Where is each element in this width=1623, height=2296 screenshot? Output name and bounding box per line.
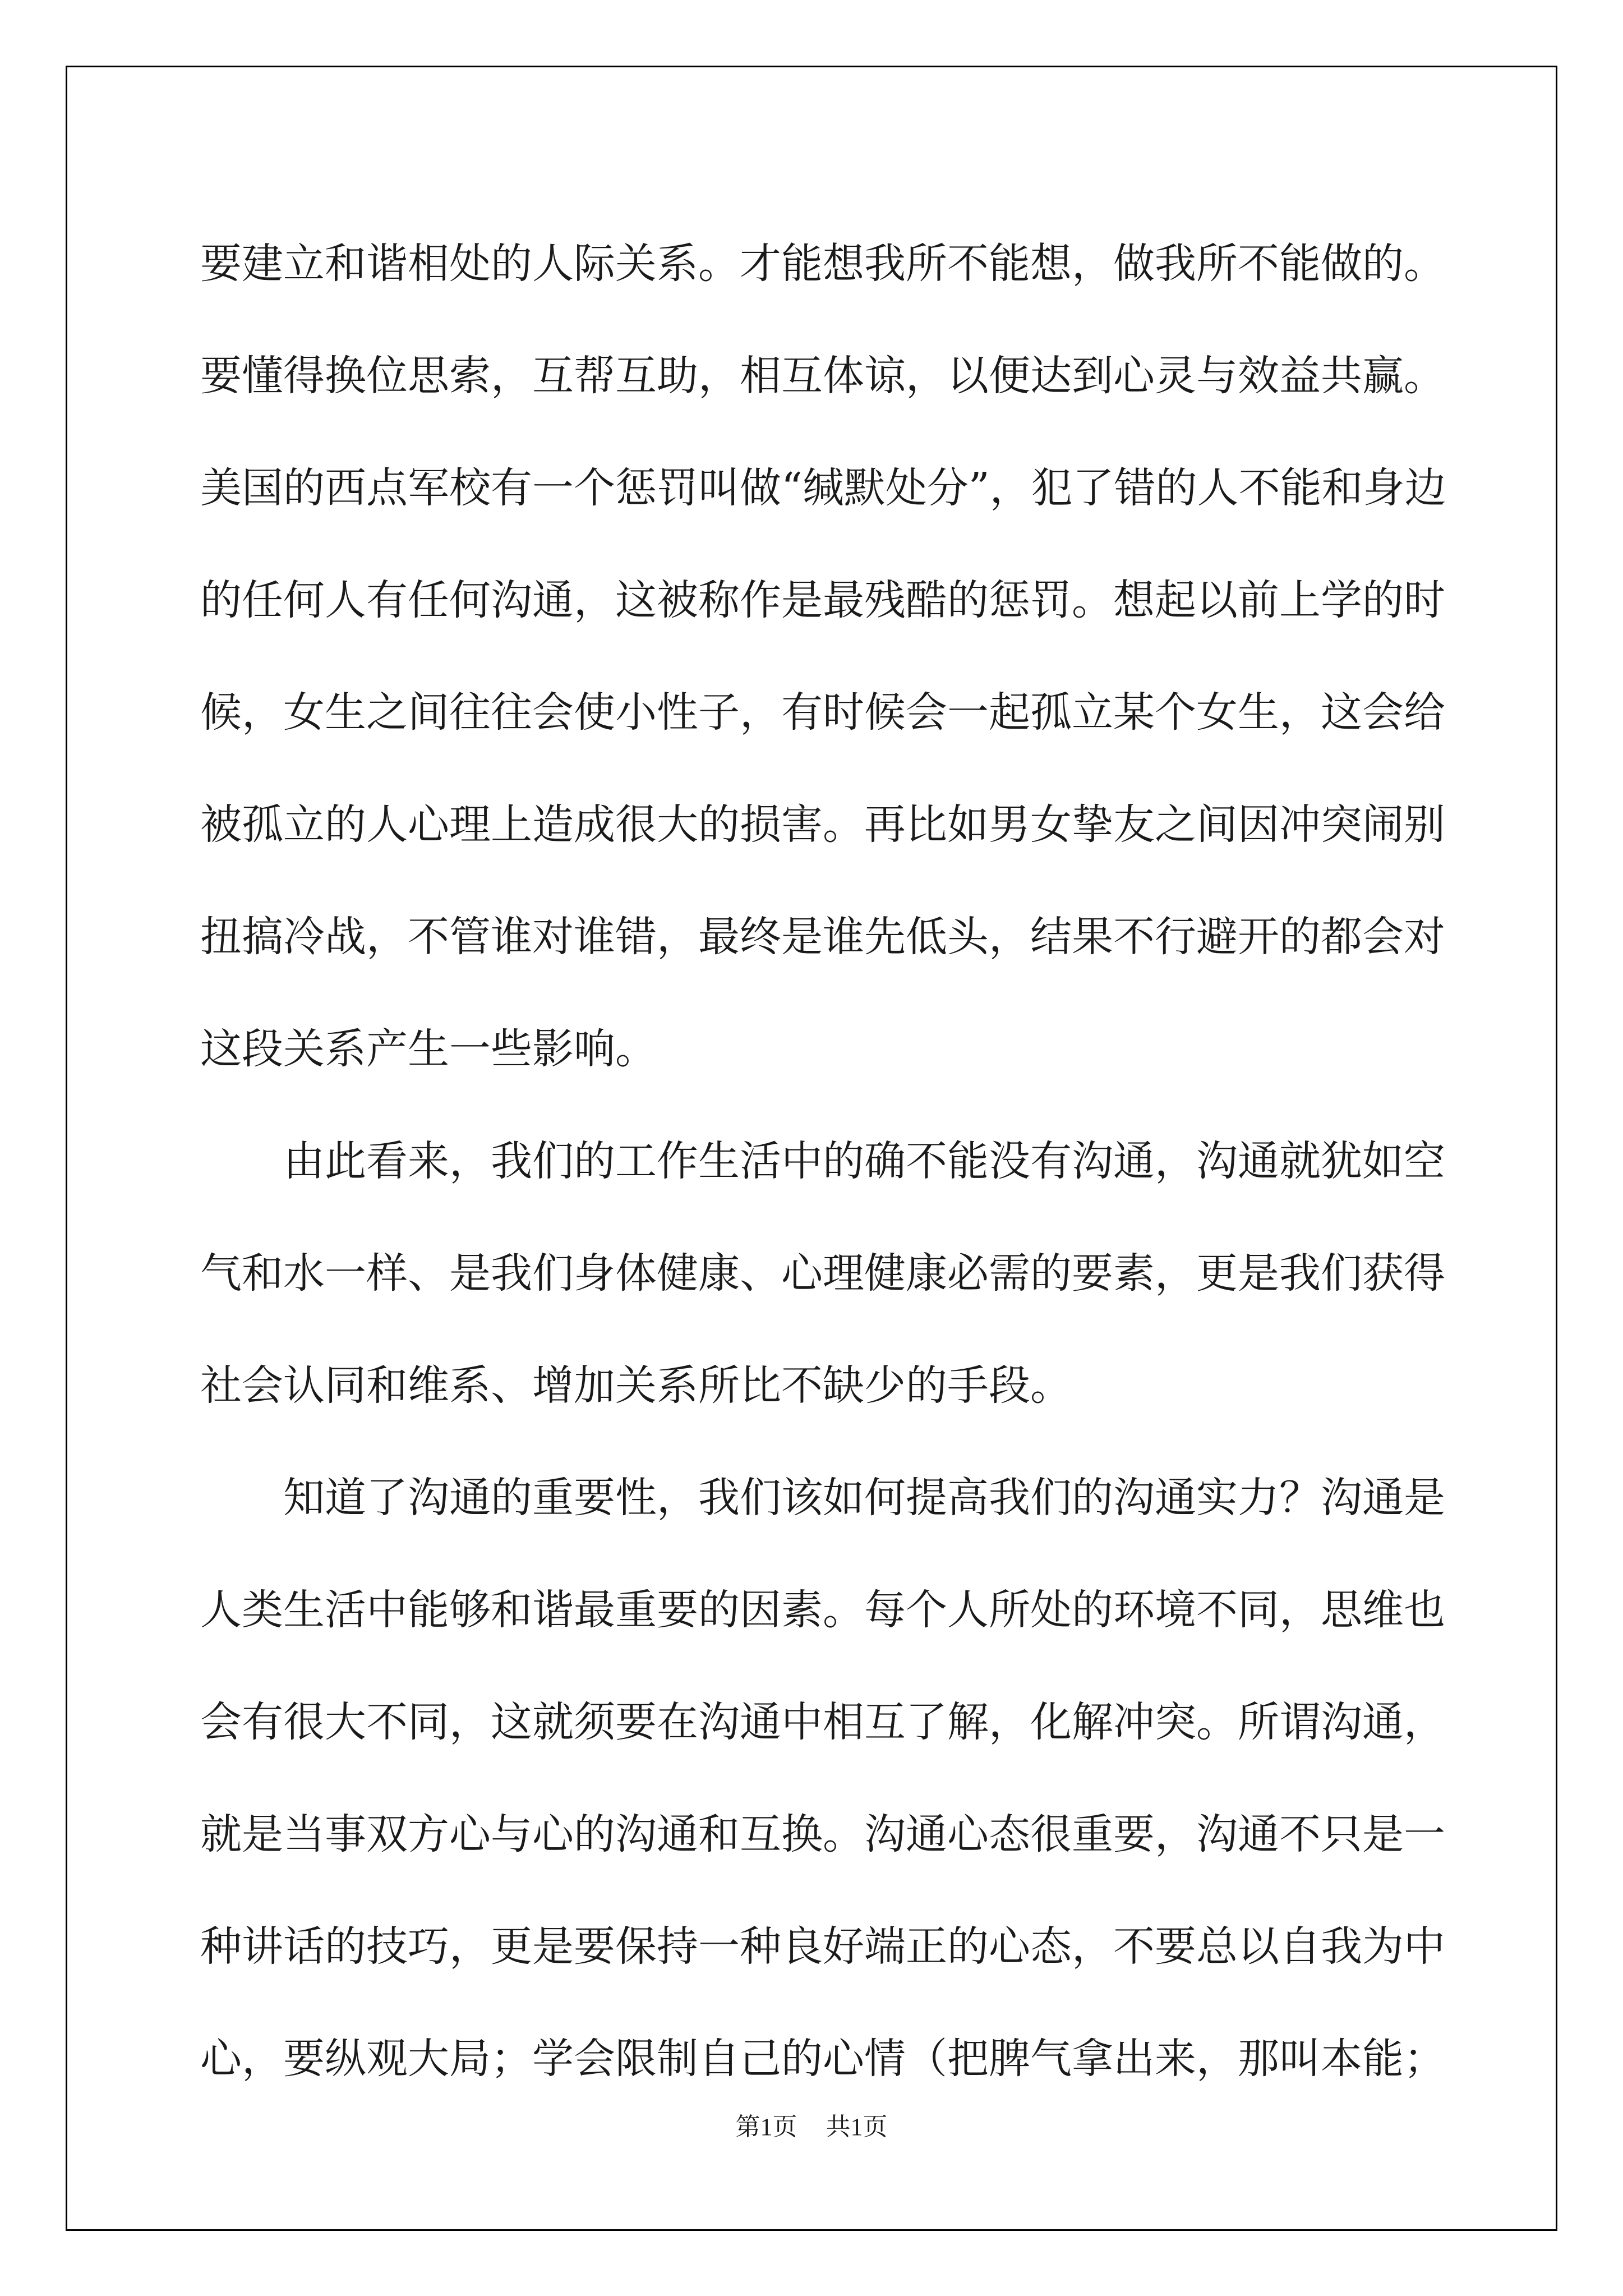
- page-total: 共1页: [826, 2113, 888, 2141]
- page-number: 第1页: [735, 2113, 797, 2141]
- text-line: 就是当事双方心与心的沟通和互换。沟通心态很重要，沟通不只是一: [200, 1810, 1445, 1858]
- text-line: 种讲话的技巧，更是要保持一种良好端正的心态，不要总以自我为中: [200, 1922, 1445, 1971]
- text-line: 要建立和谐相处的人际关系。才能想我所不能想，做我所不能做的。: [200, 240, 1445, 288]
- text-line: 美国的西点军校有一个惩罚叫做“缄默处分”，犯了错的人不能和身边: [200, 464, 1446, 512]
- page-footer: [0, 2106, 1623, 2142]
- text-line: 扭搞冷战，不管谁对谁错，最终是谁先低头，结果不行避开的都会对: [200, 913, 1445, 961]
- text-line: 气和水一样、是我们身体健康、心理健康必需的要素，更是我们获得: [200, 1249, 1445, 1297]
- text-line: 社会认同和维系、增加关系所比不缺少的手段。: [200, 1361, 1072, 1410]
- text-line: 心，要纵观大局；学会限制自己的心情（把脾气拿出来，那叫本能；: [200, 2035, 1445, 2083]
- text-line: 被孤立的人心理上造成很大的损害。再比如男女挚友之间因冲突闹别: [200, 800, 1445, 849]
- document-body: [200, 208, 1446, 2115]
- text-line: 要懂得换位思索，互帮互助，相互体谅，以便达到心灵与效益共赢。: [200, 352, 1445, 400]
- paragraph-first-line: 知道了沟通的重要性，我们该如何提高我们的沟通实力？沟通是: [283, 1474, 1445, 1522]
- text-line: 的任何人有任何沟通，这被称作是最残酷的惩罚。想起以前上学的时: [200, 576, 1445, 624]
- text-line: 会有很大不同，这就须要在沟通中相互了解，化解冲突。所谓沟通，: [200, 1698, 1445, 1746]
- text-line: 这段关系产生一些影响。: [200, 1025, 657, 1073]
- text-line: 候，女生之间往往会使小性子，有时候会一起孤立某个女生，这会给: [200, 688, 1445, 737]
- text-line: 人类生活中能够和谐最重要的因素。每个人所处的环境不同，思维也: [200, 1586, 1445, 1634]
- paragraph-first-line: 由此看来，我们的工作生活中的确不能没有沟通，沟通就犹如空: [283, 1137, 1445, 1185]
